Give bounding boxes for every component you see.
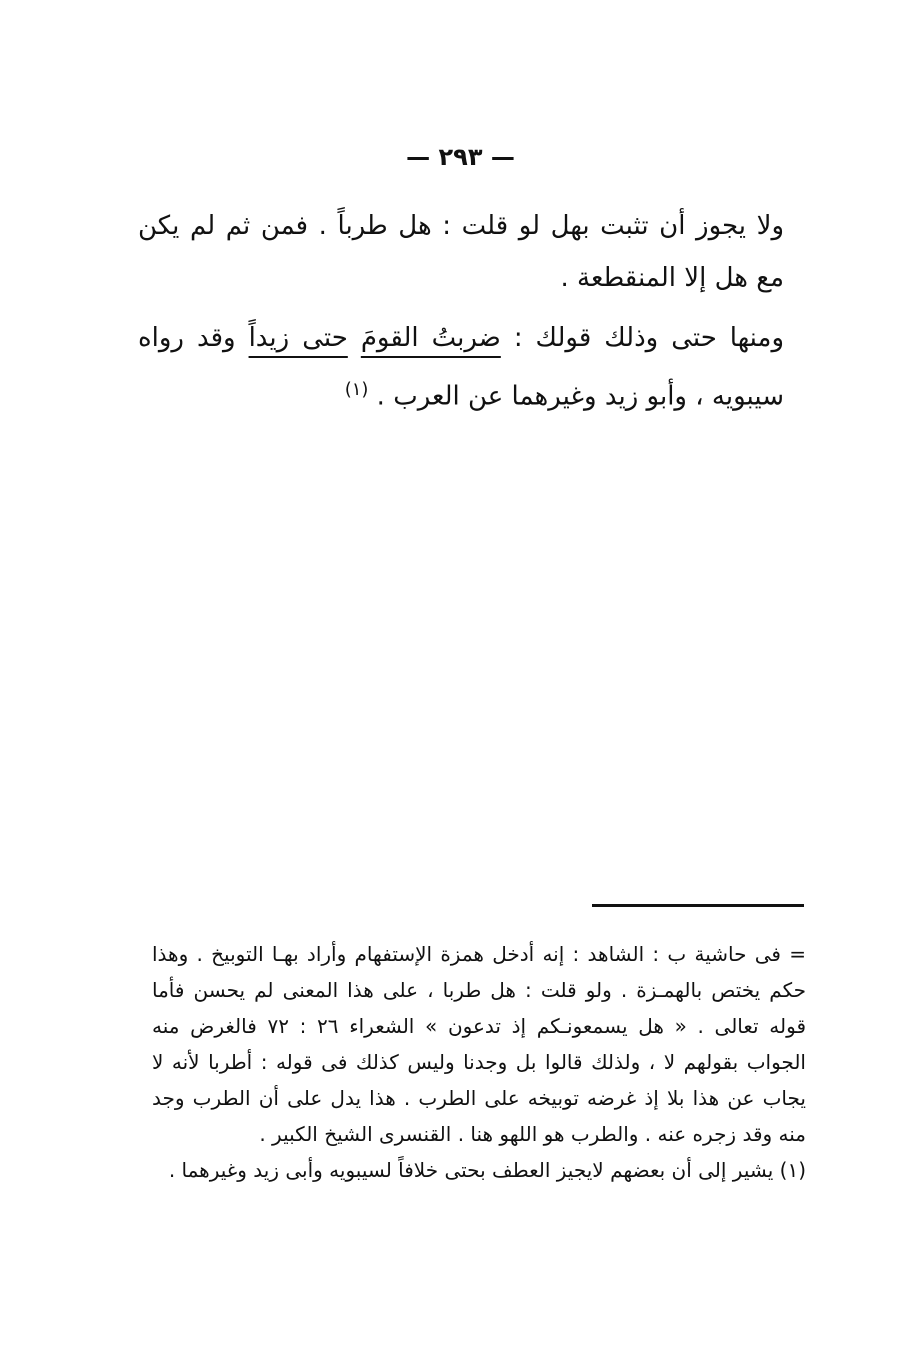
footnote-1: (١) يشير إلى أن بعضهم لايجيز العطف بحتى خلافاً لسيبويه وأبى زيد وغيرهما . xyxy=(168,1158,806,1182)
underlined-example-2: حتى زيداً xyxy=(248,323,348,353)
footnotes xyxy=(152,936,806,1188)
paragraph-2-end: وقد رواه سيبويه ، وأبو زيد وغيرهما عن العرب . xyxy=(138,323,784,412)
main-text xyxy=(138,200,784,431)
paragraph-1: ولا يجوز أن تثبت بهل لو قلت : هل طرباً . فمن ثم لم يكن مع هل إلا المنقطعة . xyxy=(138,211,784,293)
footnote-reference: (١) xyxy=(344,379,369,400)
paragraph-2 xyxy=(138,312,784,423)
paragraph-2-start: ومنها حتى وذلك قولك : xyxy=(500,323,785,353)
footnote-continued: = فى حاشية ب : الشاهد : إنه أدخل همزة الإستفهام وأراد بهـا التوبيخ . وهذا حكم يختص بالهمـزة . ولو قلت : هل طربا ، على هذا المعنى لم يحسن فأما قوله تعالى . « هل يسمعونـكم إذ تدعون » الشعراء ٢٦ : ٧٢ فالغرض منه الجواب بقولهم لا ، ولذلك قالوا بل وجدنا وليس كذلك فى قوله : أطربا لأنه لا يجاب عن هذا بلا إذ غرضه توبيخه على الطرب . هذا يدل على أن الطرب وجد منه وقد زجره عنه . والطرب هو اللهو هنا . القنسرى الشيخ الكبير . xyxy=(152,942,807,1146)
paragraph-2-space xyxy=(348,323,361,353)
footnote-separator xyxy=(592,904,804,907)
page-number: — ٢٩٣ — xyxy=(406,143,515,171)
underlined-example-1: ضربتُ القومَ xyxy=(360,323,501,353)
